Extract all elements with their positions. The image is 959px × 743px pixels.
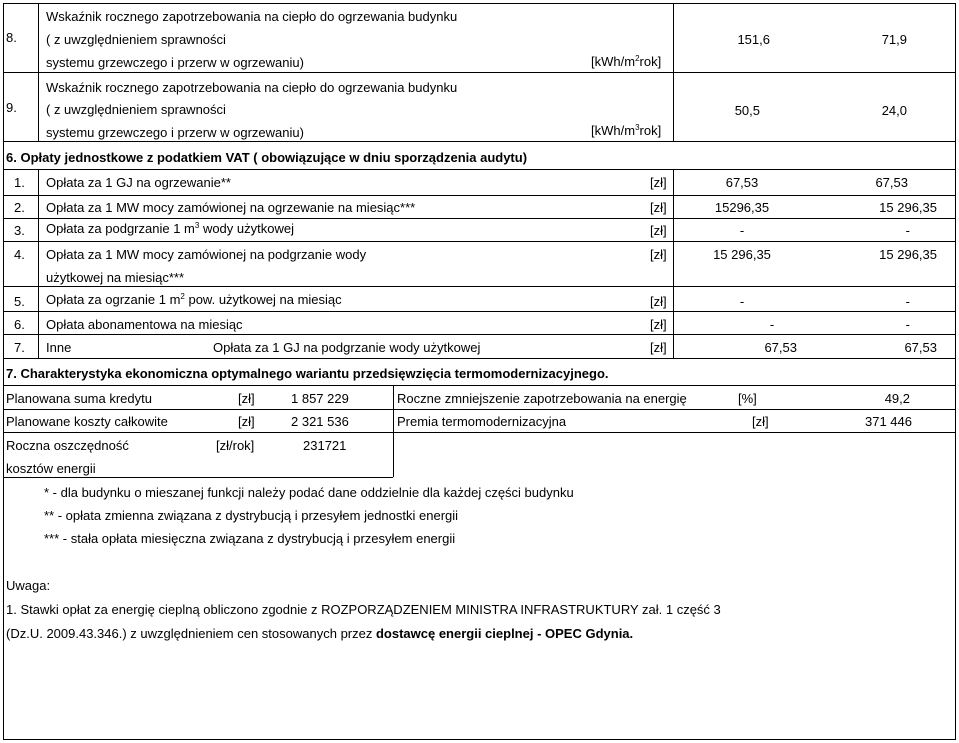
premium-label: Premia termomodernizacyjna	[397, 414, 567, 429]
value-current: -	[739, 223, 745, 238]
row-unit: [zł]	[650, 223, 667, 238]
indicator-label-line2: ( z uwzględnieniem sprawności	[46, 32, 226, 47]
section-7-title: 7. Charakterystyka ekonomiczna optymalnego wariantu przedsięwzięcia termomodernizacyjnego.	[6, 366, 609, 381]
row-number: 1.	[14, 175, 25, 190]
indicator-unit: $[kWh/m^2rok]$	[591, 54, 662, 69]
value-current: 15296,35	[714, 200, 770, 215]
indicator-label-line3: systemu grzewczego i przerw w ogrzewaniu)	[46, 125, 304, 140]
rule	[3, 218, 956, 219]
indicator-label-line2: ( z uwzględnieniem sprawności	[46, 102, 226, 117]
remark-line1: 1. Stawki opłat za energię cieplną obliczono zgodnie z ROZPORZĄDZENIEM MINISTRA INFRASTRUKTURY zał. 1 część 3	[6, 602, 721, 617]
row-number: 6.	[14, 317, 25, 332]
rule	[3, 409, 956, 410]
rule	[3, 3, 4, 739]
credit-unit: [zł]	[238, 391, 255, 406]
value-optimal: -	[905, 294, 910, 309]
reduction-value: 49,2	[884, 391, 910, 406]
rule	[3, 241, 956, 242]
footnote: *** - stała opłata miesięczna związana z dystrybucją i przesyłem energii	[44, 531, 456, 546]
savings-label: Roczna oszczędność	[6, 438, 129, 453]
rule	[3, 72, 956, 73]
row-number: 8.	[6, 30, 17, 45]
cost-unit: [zł]	[238, 414, 255, 429]
row-label: Opłata abonamentowa na miesiąc	[46, 317, 243, 332]
indicator-label-line3: systemu grzewczego i przerw w ogrzewaniu)	[46, 55, 304, 70]
rule	[3, 739, 956, 740]
value-optimal: -	[905, 223, 910, 238]
rule	[38, 3, 39, 141]
reduction-label: Roczne zmniejszenie zapotrzebowania na energię	[397, 391, 687, 406]
value-optimal: 24,0	[881, 103, 907, 118]
row-number: 3.	[14, 223, 25, 238]
rule	[955, 3, 956, 739]
rule	[38, 169, 39, 358]
row-number: 4.	[14, 247, 25, 262]
rule	[3, 358, 956, 359]
row-unit: [zł]	[650, 317, 667, 332]
row-unit: [zł]	[650, 175, 667, 190]
footnote: ** - opłata zmienna związana z dystrybucją i przesyłem jednostki energii	[44, 508, 459, 523]
remark-title: Uwaga:	[6, 578, 51, 593]
value-optimal: -	[905, 317, 910, 332]
savings-label-line2: kosztów energii	[6, 461, 96, 476]
rule	[3, 3, 956, 4]
rule	[3, 169, 956, 170]
cost-value: 2 321 536	[291, 414, 349, 429]
savings-unit: [zł/rok]	[216, 438, 255, 453]
value-optimal: 67,53	[904, 340, 937, 355]
credit-label: Planowana suma kredytu	[6, 391, 152, 406]
reduction-unit: [%]	[738, 391, 757, 406]
cost-label: Planowane koszty całkowite	[6, 414, 168, 429]
rule	[3, 311, 956, 312]
indicator-label-line1: Wskaźnik rocznego zapotrzebowania na ciepło do ogrzewania budynku	[46, 80, 458, 95]
premium-value: 371 446	[865, 414, 912, 429]
rule	[3, 334, 956, 335]
value-current: 50,5	[734, 103, 760, 118]
row-number: 2.	[14, 200, 25, 215]
row-number: 7.	[14, 340, 25, 355]
credit-value: 1 857 229	[291, 391, 349, 406]
value-optimal: 71,9	[881, 32, 907, 47]
rule	[3, 195, 956, 196]
row-label: Inne	[46, 340, 72, 355]
rule	[3, 385, 956, 386]
rule	[3, 286, 956, 287]
value-current: -	[739, 294, 745, 309]
value-current: 15 296,35	[713, 247, 771, 262]
row-label: Opłata za 1 GJ na ogrzewanie**	[46, 175, 231, 190]
row-label-detail: Opłata za 1 GJ na podgrzanie wody użytkowej	[213, 340, 481, 355]
row-number: 9.	[6, 100, 17, 115]
footnote: * - dla budynku o mieszanej funkcji należy podać dane oddzielnie dla każdej części budynku	[44, 485, 574, 500]
value-current: 67,53	[764, 340, 797, 355]
section-6-title: 6. Opłaty jednostkowe z podatkiem VAT ( obowiązujące w dniu sporządzenia audytu)	[6, 150, 528, 165]
rule	[3, 141, 956, 142]
value-optimal: 15 296,35	[879, 200, 937, 215]
row-label: Opłata za 1 MW mocy zamówionej na ogrzewanie na miesiąc***	[46, 200, 416, 215]
row-number: 5.	[14, 294, 25, 309]
row-label: Opłata za ogrzanie 1 $m^2$ pow. użytkowej na miesiąc	[46, 292, 342, 307]
indicator-label-line1: Wskaźnik rocznego zapotrzebowania na ciepło do ogrzewania budynku	[46, 9, 458, 24]
row-label: Opłata za podgrzanie 1 $m^3$ wody użytkowej	[46, 221, 294, 236]
value-current: 67,53	[725, 175, 759, 190]
value-optimal: 67,53	[875, 175, 908, 190]
rule	[3, 432, 956, 433]
premium-unit: [zł]	[752, 414, 769, 429]
rule	[673, 169, 674, 358]
row-unit: [zł]	[650, 340, 667, 355]
row-unit: [zł]	[650, 247, 667, 262]
row-label: Opłata za 1 MW mocy zamówionej na podgrzanie wody	[46, 247, 367, 262]
indicator-unit: $[kWh/m^3rok]$	[591, 123, 662, 138]
rule	[393, 385, 394, 477]
row-label-line2: użytkowej na miesiąc***	[46, 270, 185, 285]
value-optimal: 15 296,35	[879, 247, 937, 262]
remark-line2: (Dz.U. 2009.43.346.) z uwzględnieniem cen stosowanych przez dostawcę energii cieplnej - OPEC Gdynia.	[6, 626, 634, 641]
rule	[3, 477, 393, 478]
value-current: 151,6	[737, 32, 770, 47]
row-unit: [zł]	[650, 294, 667, 309]
value-current: -	[769, 317, 775, 332]
row-unit: [zł]	[650, 200, 667, 215]
savings-value: 231721	[303, 438, 347, 453]
rule	[673, 3, 674, 141]
